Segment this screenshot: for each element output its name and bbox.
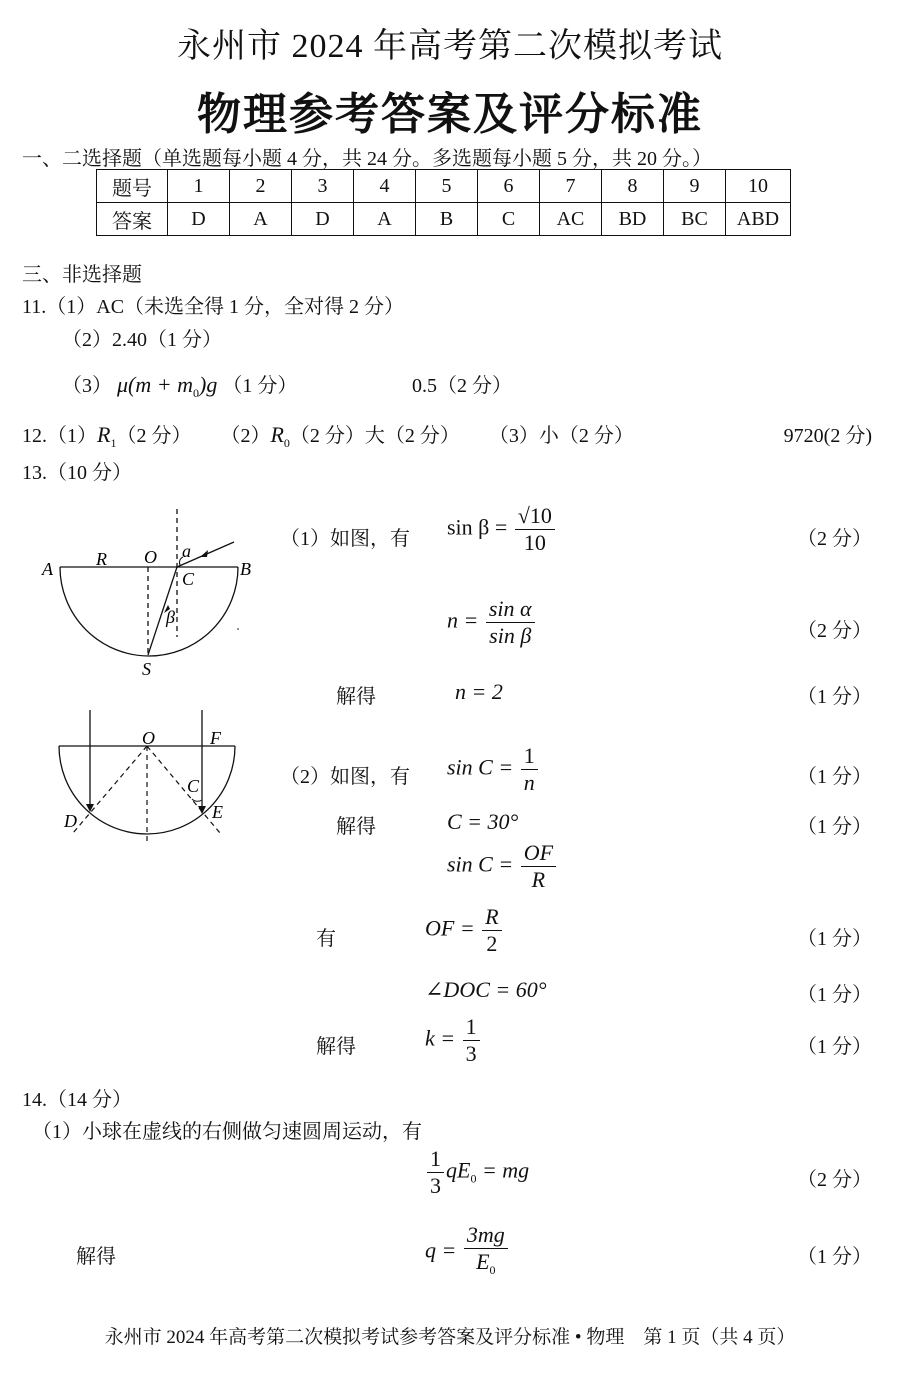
svg-text:B: B [240, 559, 251, 579]
answer-table [96, 169, 791, 236]
table-cell: 10 [726, 170, 791, 203]
refraction-diagram [20, 495, 280, 685]
q13-step3-score: （1 分） [797, 686, 872, 708]
section1-heading: 一、二选择题（单选题每小题 4 分，共 24 分。多选题每小题 5 分，共 20 分。） [22, 148, 712, 170]
q11-part3-score: （1 分） [222, 375, 298, 397]
q13-step2-equation: n = $\frac{\text{sin α}}{\text{sin β}}$ [447, 596, 537, 649]
q13-step4-equation: sin C = $\frac{1}{n}$ [447, 743, 540, 796]
q13-label: 13.（10 分） [22, 462, 132, 484]
page-footer: 永州市 2024 年高考第二次模拟考试参考答案及评分标准 • 物理 第 1 页（共 4 页） [104, 1327, 796, 1348]
total-reflection-diagram [20, 700, 280, 860]
svg-text:S: S [142, 659, 151, 679]
r0-symbol: $R_0$ [270, 422, 290, 450]
q12-part4: 9720(2 分) [783, 425, 872, 447]
row-label: 答案 [97, 203, 168, 236]
table-cell: B [416, 203, 478, 236]
table-cell: 8 [602, 170, 664, 203]
table-cell: C [478, 203, 540, 236]
table-cell: 2 [230, 170, 292, 203]
table-cell: 7 [540, 170, 602, 203]
table-cell: ABD [726, 203, 791, 236]
q13-step3-equation: n = 2 [455, 679, 503, 704]
q13-step9-equation: k = $\frac{1}{3}$ [425, 1014, 482, 1067]
svg-text:a: a [182, 541, 191, 561]
q13-step2-score: （2 分） [797, 620, 872, 642]
q13-step7-score: （1 分） [797, 928, 872, 950]
svg-text:O: O [144, 547, 157, 567]
q14-label: 14.（14 分） [22, 1089, 132, 1111]
q13-step5-prefix: 解得 [336, 816, 376, 838]
q11-part1: 11.（1）AC（未选全得 1 分，全对得 2 分） [22, 296, 405, 318]
table-row-numbers [97, 170, 791, 203]
q13-step8-equation: ∠DOC = 60° [425, 977, 547, 1002]
svg-text:β: β [166, 607, 175, 627]
table-cell: 9 [664, 170, 726, 203]
q13-step7-prefix: 有 [316, 928, 336, 950]
table-cell: AC [540, 203, 602, 236]
q11-part3 [62, 369, 297, 401]
q13-step8-score: （1 分） [797, 984, 872, 1006]
q13-step1-score: （2 分） [797, 528, 872, 550]
q12-line: $12.(1)R_1(2$ 分） $(2)R_0(2$ 分）大（2 分） （3）小（2 分） [22, 422, 634, 450]
q13-step5-equation: C = 30° [447, 809, 519, 834]
q13-step1-prefix: （1）如图，有 [280, 528, 410, 550]
q14-eq2-prefix: 解得 [76, 1246, 116, 1268]
label-a-point: A [42, 559, 53, 579]
doc-subtitle: 物理参考答案及评分标准 [197, 89, 703, 140]
q13-step1-equation: sin β = $\frac{√10}{10}$ [447, 503, 557, 556]
svg-text:O: O [142, 728, 155, 748]
q11-part3-value: 0.5（2 分） [412, 375, 512, 397]
svg-text:C: C [182, 569, 195, 589]
table-cell: 6 [478, 170, 540, 203]
q13-step4-score: （1 分） [797, 766, 872, 788]
row-label: 题号 [97, 170, 168, 203]
table-cell: D [168, 203, 230, 236]
q13-step4-prefix: （2）如图，有 [280, 766, 410, 788]
svg-text:E: E [212, 802, 223, 822]
q14-eq1-score: （2 分） [797, 1169, 872, 1191]
q14-part1-text: （1）小球在虚线的右侧做匀速圆周运动，有 [32, 1121, 422, 1143]
r1-symbol: $R_1$ [97, 422, 117, 450]
table-cell: D [292, 203, 354, 236]
svg-text:C: C [187, 776, 200, 796]
q13-step6-equation: sin C = $\frac{OF}{R}$ [447, 840, 558, 893]
q11-part3-expression: $\mu(m + m_0)g$ [117, 372, 218, 400]
q14-eq1: $\frac{1}{3}$ $qE_0$ = mg [425, 1146, 529, 1199]
exam-title: 永州市 2024 年高考第二次模拟考试 [177, 28, 723, 65]
q13-step7-equation: OF = $\frac{R}{2}$ [425, 904, 504, 957]
table-cell: BC [664, 203, 726, 236]
table-cell: A [230, 203, 292, 236]
q11-part2: （2）2.40（1 分） [62, 329, 222, 351]
q11-part3-label: （3） [62, 375, 112, 397]
table-cell: 4 [354, 170, 416, 203]
svg-text:D: D [64, 811, 77, 831]
q13-step3-prefix: 解得 [336, 686, 376, 708]
q14-eq2: q = $\frac{3mg}{E_0}$ [425, 1222, 510, 1283]
svg-text:F: F [210, 728, 221, 748]
section3-heading: 三、非选择题 [22, 264, 142, 286]
table-cell: 5 [416, 170, 478, 203]
q14-eq2-score: （1 分） [797, 1246, 872, 1268]
table-cell: BD [602, 203, 664, 236]
table-cell: A [354, 203, 416, 236]
table-row-answers [97, 203, 791, 236]
q13-step5-score: （1 分） [797, 816, 872, 838]
table-cell: 3 [292, 170, 354, 203]
q13-step9-score: （1 分） [797, 1036, 872, 1058]
svg-text:R: R [96, 549, 107, 569]
table-cell: 1 [168, 170, 230, 203]
q13-step9-prefix: 解得 [316, 1036, 356, 1058]
